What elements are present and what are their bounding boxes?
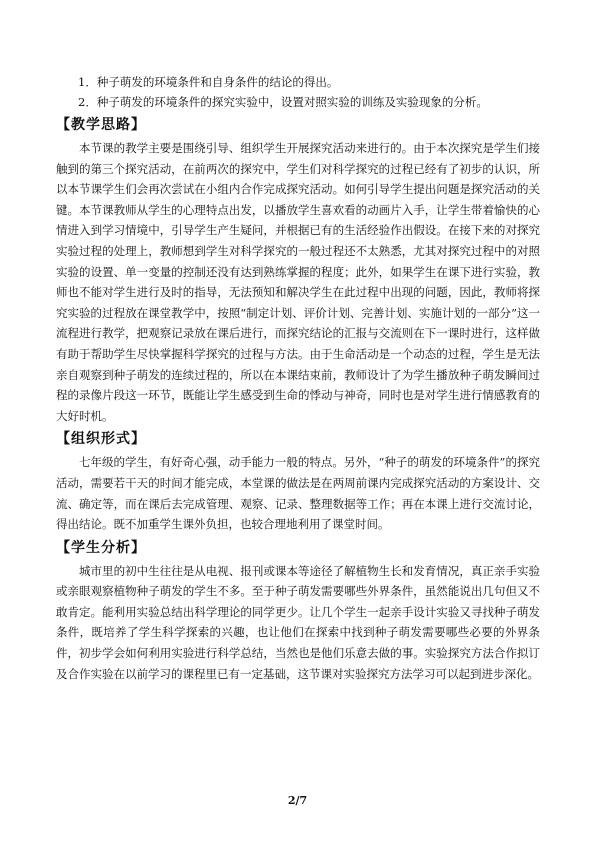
page-content xyxy=(56,72,540,686)
section-paragraph-student-analysis: 城市里的初中生往往是从电视、报刊或课本等途径了解植物生长和发育情况，真正亲手实验或亲眼观察植物种子萌发的学生不多。至于种子萌发需要哪些外界条件，虽然能说出几句但又不敢肯定。能利用实验总结出科学理论的同学更少。让几个学生一起亲手设计实验又寻找种子萌发条件，既培养了学生科学探索的兴趣，也让他们在探索中找到种子萌发需要哪些必要的外界条件，初步学会如何利用实验进行科学总结，当然也是他们乐意去做的事。实验探究方法合作拟订及合作实验在以前学习的课程里已有一定基础，这节课对实验探究方法学习可以起到进步深化。 xyxy=(56,563,540,681)
section-paragraph-teaching-approach: 本节课的教学主要是围绕引导、组织学生开展探究活动来进行的。由于本次探究是学生们接触到的第三个探究活动，在前两次的探究中，学生们对科学探究的过程已经有了初步的认识，所以本节课学生们会再次尝试在小组内合作完成探究活动。如何引导学生提出问题是探究活动的关键。本节课教师从学生的心理特点出发，以播放学生喜欢看的动画片入手，让学生带着愉快的心情进入到学习情境中，引导学生产生疑问，并根据已有的生活经验作出假设。在接下来的对探究实验过程的处理上，教师想到学生对科学探究的一般过程还不太熟悉，尤其对探究过程中的对照实验的设置、单一变量的控制还没有达到熟练掌握的程度；此外，如果学生在课下进行实验，教师也不能对学生进行及时的指导，无法预知和解决学生在此过程中出现的问题，因此，教师将探究实验的过程放在课堂教学中，按照“制定计划、评价计划、完善计划、实施计划的一部分”这一流程进行教学，把观察记录放在课后进行，而探究结论的汇报与交流则在下一课时进行，这样做有助于帮助学生尽快掌握科学探究的过程与方法。由于生命活动是一个动态的过程，学生是无法亲自观察到种子萌发的连续过程的，所以在本课结束前，教师设计了为学生播放种子萌发瞬间过程的录像片段这一环节，既能让学生感受到生命的悸动与神奇，同时也是对学生进行情感教育的大好时机。 xyxy=(56,141,540,423)
list-item: 2．种子萌发的环境条件的探究实验中，设置对照实验的训练及实验现象的分析。 xyxy=(78,95,488,109)
list-item: 1．种子萌发的环境条件和自身条件的结论的得出。 xyxy=(78,75,339,89)
section-paragraph-organization: 七年级的学生，有好奇心强，动手能力一般的特点。另外，“种子的萌发的环境条件”的探究活动，需要若干天的时间才能完成，本堂课的做法是在两周前课内完成探究活动的方案设计、交流、确定等，而在课后去完成管理、观察、记录、整理数据等工作；再在本课上进行交流讨论，得出结论。既不加重学生课外负担，也较合理地利用了课堂时间。 xyxy=(56,455,540,532)
section-heading-organization: 【组织形式】 xyxy=(56,431,146,448)
page-number: 2/7 xyxy=(287,794,308,807)
section-heading-student-analysis: 【学生分析】 xyxy=(56,539,146,556)
section-heading-teaching-approach: 【教学思路】 xyxy=(56,117,146,133)
